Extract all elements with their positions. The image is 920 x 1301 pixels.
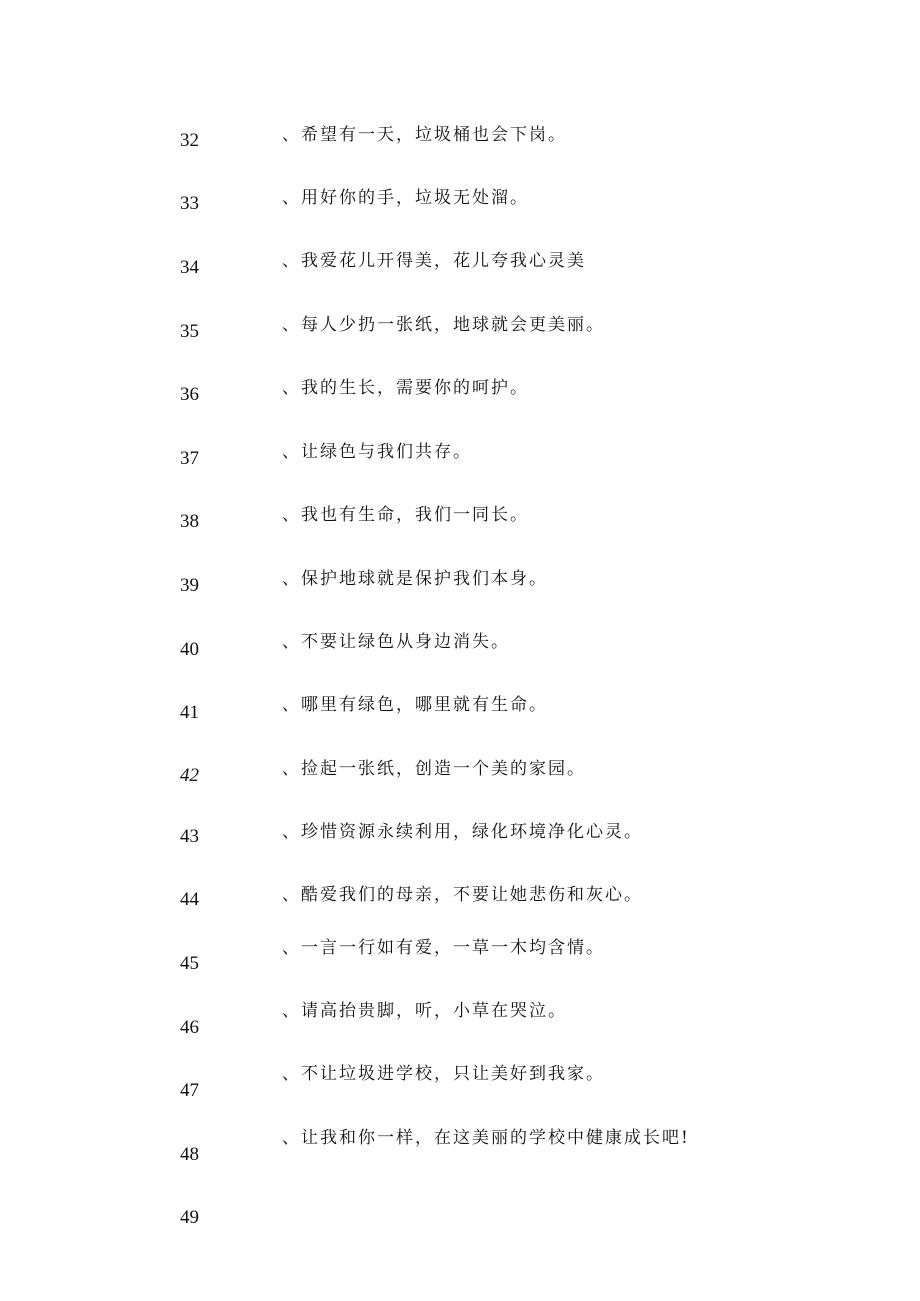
slogan-item [0,568,920,608]
slogan-item [0,124,920,164]
item-number: 47 [180,1080,199,1101]
slogan-item [0,441,920,481]
item-text: 、让绿色与我们共存。 [282,442,472,462]
item-text: 、我的生长，需要你的呵护。 [282,378,529,398]
item-text: 、保护地球就是保护我们本身。 [282,569,548,589]
item-number: 36 [180,384,199,405]
slogan-item [0,821,920,861]
item-number: 37 [180,448,199,469]
item-number: 34 [180,257,199,278]
slogan-item [0,884,920,924]
item-text: 、我爱花儿开得美，花儿夸我心灵美 [282,251,586,271]
slogan-item [0,758,920,798]
item-number: 41 [180,702,199,723]
item-text: 、我也有生命，我们一同长。 [282,505,529,525]
item-text: 、让我和你一样，在这美丽的学校中健康成长吧! [282,1128,690,1148]
slogan-item [0,377,920,417]
item-number: 33 [180,193,199,214]
slogan-item [0,187,920,227]
item-number: 45 [180,953,199,974]
slogan-item [0,1063,920,1103]
slogan-item [0,694,920,734]
item-text: 、酷爱我们的母亲，不要让她悲伤和灰心。 [282,885,643,905]
item-number: 48 [180,1144,199,1165]
slogan-item [0,314,920,354]
item-text: 、一言一行如有爱，一草一木均含情。 [282,938,605,958]
item-number: 46 [180,1017,199,1038]
item-text: 、捡起一张纸，创造一个美的家园。 [282,759,586,779]
item-number: 38 [180,511,199,532]
item-number: 43 [180,826,199,847]
item-number: 32 [180,130,199,151]
item-text: 、不让垃圾进学校，只让美好到我家。 [282,1064,605,1084]
item-text: 、希望有一天，垃圾桶也会下岗。 [282,125,567,145]
slogan-item [0,937,920,977]
slogan-item [0,250,920,290]
item-number: 49 [180,1207,199,1228]
slogan-item [0,1127,920,1167]
item-text: 、每人少扔一张纸，地球就会更美丽。 [282,315,605,335]
slogan-item [0,504,920,544]
item-text: 、珍惜资源永续利用，绿化环境净化心灵。 [282,822,643,842]
item-text: 、不要让绿色从身边消失。 [282,632,510,652]
item-text: 、请高抬贵脚，听，小草在哭泣。 [282,1001,567,1021]
item-text: 、用好你的手，垃圾无处溜。 [282,188,529,208]
slogan-item [0,631,920,671]
slogan-item [0,1000,920,1040]
item-number: 42 [180,765,199,786]
item-number: 40 [180,639,199,660]
item-text: 、哪里有绿色，哪里就有生命。 [282,695,548,715]
item-number: 44 [180,889,199,910]
item-number: 39 [180,575,199,596]
slogan-item [0,1207,920,1247]
item-number: 35 [180,321,199,342]
